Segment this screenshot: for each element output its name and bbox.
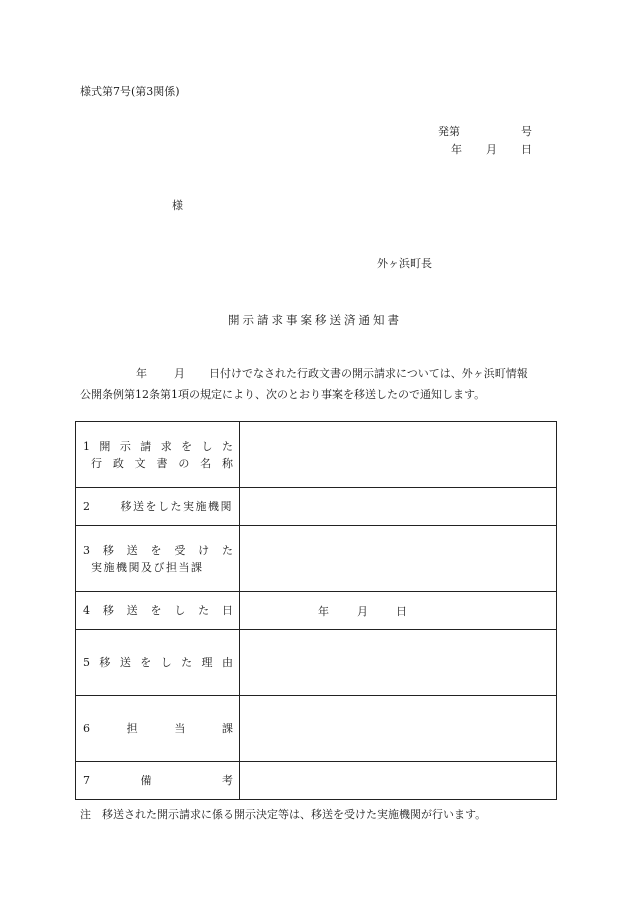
body-month: 月 — [174, 367, 185, 380]
label-char: 移 — [102, 604, 114, 617]
table-row — [76, 526, 557, 592]
sender-name: 外ヶ浜町長 — [377, 257, 432, 270]
label-char: 由 — [221, 656, 233, 669]
row-1-label — [76, 422, 240, 488]
label-char: 理 — [201, 656, 213, 669]
row-3-value[interactable] — [240, 526, 557, 592]
row-6-label — [76, 696, 240, 762]
label-char: し — [174, 604, 186, 617]
issue-date-line — [451, 144, 532, 155]
label-char: 1 — [83, 439, 90, 453]
label-char: 当 — [174, 722, 186, 735]
table-row — [76, 630, 557, 696]
label-char: 6 — [83, 722, 90, 735]
row-3-label-line-1 — [83, 542, 233, 559]
label-char: 請 — [140, 439, 152, 453]
label-char: 示 — [119, 439, 131, 453]
issue-number-line — [438, 126, 532, 137]
label-char: 移 — [99, 656, 111, 669]
label-char: け — [198, 543, 210, 557]
row-4-label — [76, 592, 240, 630]
row-4-label-line-1 — [83, 602, 233, 619]
label-char: 日 — [221, 604, 233, 617]
row-3-label — [76, 526, 240, 592]
label-char: 文 — [134, 456, 146, 470]
row-2-value[interactable] — [240, 488, 557, 526]
label-char: 政 — [112, 456, 124, 470]
label-text: 移送をした実施機関 — [120, 500, 233, 513]
label-char: を — [140, 656, 152, 669]
label-char: 4 — [83, 604, 90, 617]
issue-suffix: 号 — [521, 125, 532, 138]
label-char: を — [150, 543, 162, 557]
label-char: 考 — [222, 774, 233, 787]
document-title: 開示請求事案移送済通知書 — [228, 313, 402, 327]
label-char: 7 — [83, 774, 90, 787]
row-1-value[interactable] — [240, 422, 557, 488]
row-4-value[interactable] — [240, 592, 557, 630]
label-char: 称 — [221, 456, 233, 470]
label-char: 行 — [91, 456, 102, 470]
row-2-label — [76, 488, 240, 526]
issue-month: 月 — [486, 143, 497, 156]
label-char: 送 — [119, 656, 131, 669]
transfer-month: 月 — [357, 604, 368, 618]
label-char: 送 — [126, 604, 138, 617]
notification-table — [75, 421, 557, 800]
row-1-label-line-1 — [83, 438, 233, 455]
body-year: 年 — [136, 367, 147, 380]
label-char: 求 — [160, 439, 172, 453]
label-char: を — [181, 439, 193, 453]
row-2-label-line-1 — [83, 498, 233, 515]
issue-prefix: 発第 — [438, 125, 460, 138]
issue-year: 年 — [451, 143, 462, 156]
label-char: 2 — [83, 500, 90, 513]
label-char: 備 — [140, 774, 152, 787]
label-char: 開 — [99, 439, 111, 453]
label-char: 5 — [83, 656, 90, 669]
row-3-label-line-2 — [83, 559, 233, 576]
label-char: た — [221, 543, 233, 557]
row-5-label-line-1 — [83, 654, 233, 671]
body-line-1-rest: 日付けでなされた行政文書の開示請求については、外ヶ浜町情報 — [209, 367, 528, 380]
transfer-year: 年 — [318, 604, 329, 618]
row-1-label-line-2 — [83, 455, 233, 472]
label-char: 受 — [174, 543, 186, 557]
table-row — [76, 696, 557, 762]
label-char: 課 — [221, 722, 233, 735]
footnote: 注 移送された開示請求に係る開示決定等は、移送を受けた実施機関が行います。 — [80, 808, 487, 821]
row-6-value[interactable] — [240, 696, 557, 762]
transfer-date — [240, 603, 556, 619]
label-char: し — [201, 439, 213, 453]
row-6-label-line-1 — [83, 720, 233, 737]
body-line-1 — [136, 368, 528, 379]
label-char: の — [178, 456, 190, 470]
row-7-label — [76, 762, 240, 800]
label-char: た — [221, 439, 233, 453]
table-row — [76, 592, 557, 630]
label-char: 名 — [200, 456, 212, 470]
label-char: し — [160, 656, 172, 669]
issue-day: 日 — [521, 143, 532, 156]
addressee-honorific: 様 — [172, 199, 183, 212]
label-char: 書 — [156, 456, 168, 470]
transfer-day: 日 — [396, 604, 407, 618]
row-7-label-line-1 — [83, 772, 233, 789]
label-char: た — [181, 656, 193, 669]
form-number: 様式第7号(第3関係) — [80, 85, 180, 98]
table-row — [76, 488, 557, 526]
label-char: た — [198, 604, 210, 617]
label-char: 3 — [83, 543, 90, 557]
body-line-2: 公開条例第12条第1項の規定により、次のとおり事案を移送したので通知します。 — [80, 388, 486, 401]
label-text: 実施機関及び担当課 — [91, 560, 204, 574]
row-5-value[interactable] — [240, 630, 557, 696]
label-char: を — [150, 604, 162, 617]
label-char: 担 — [126, 722, 138, 735]
table-row — [76, 762, 557, 800]
label-char: 送 — [126, 543, 138, 557]
row-7-value[interactable] — [240, 762, 557, 800]
table-row — [76, 422, 557, 488]
label-char: 移 — [102, 543, 114, 557]
row-5-label — [76, 630, 240, 696]
